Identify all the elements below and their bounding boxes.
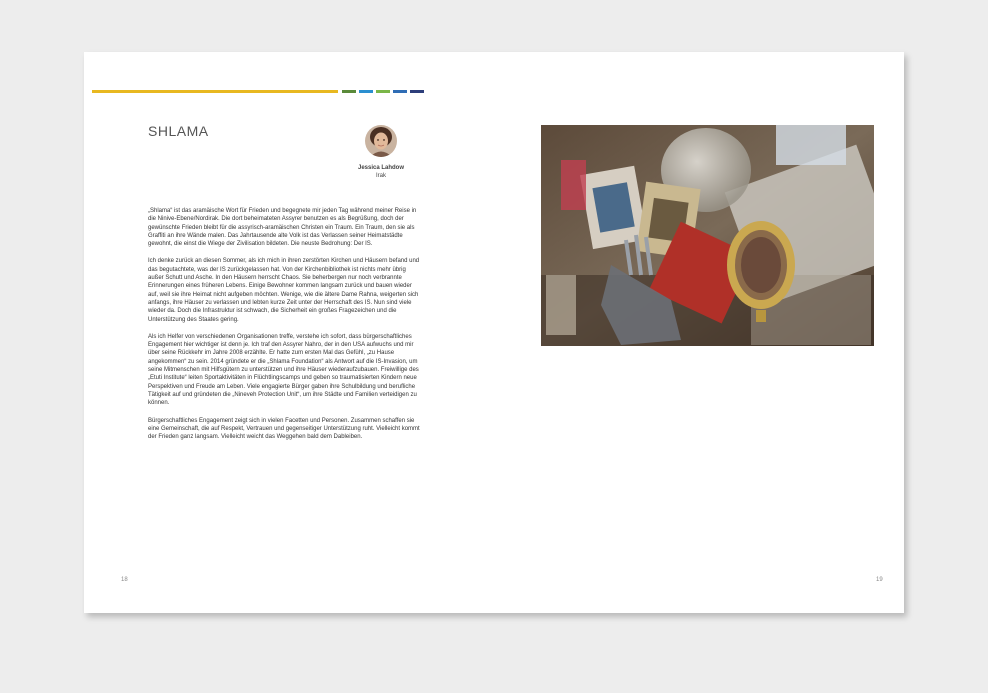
paragraph: Ich denke zurück an diesen Sommer, als ich mich in ihren zerstörten Kirchen und Häusern befand und das begutachtete, was der IS zurückgelassen hat. Von der Kirchenbibliothek ist nichts mehr übrig außer Schutt und Asche. In den Häusern herrscht Chaos. Sie beherbergen nur noch verbrannte Erinnerungen eines früheren Lebens. Einige Bewohner kommen langsam zurück und bauen wieder auf, weil sie ihre Heimat nicht aufgeben möchten. Wenige, wie die ältere Dame Rahna, weigerten sich anfangs, ihre Häuser zu verlassen und lebten kurze Zeit unter der Herrschaft des IS. Nun sind viele wieder da. Doch die Infrastruktur ist schwach, die Sicherheit ein großes Fragezeichen und die Unterstützung des Staates gering. (148, 258, 420, 323)
article-photo (541, 125, 874, 346)
author-country: Irak (375, 173, 386, 179)
header-rule-segment (342, 90, 356, 93)
page-number-left: 18 (121, 577, 128, 583)
paragraph: Als ich Helfer von verschiedenen Organisationen treffe, verstehe ich sofort, dass bürgerschaftliches Engagement hier wichtiger ist denn je. Ich traf den Assyrer Nahro, der in den USA aufwuchs und mir über seine Rückkehr im Jahre 2008 erzählte. Er hatte zum ersten Mal das Gefühl, „zu Hause angekommen“ zu sein. 2014 gründete er die „Shlama Foundation“ als Antwort auf die IS-Invasion, um seine Mitmenschen mit Hilfsgütern zu unterstützen und ihre Häuser wiederaufzubauen. Freiwillige des „Etuti Institute“ leiten Sportaktivitäten in Flüchtlingscamps und geben so traumatisierten Kindern neue Perspektiven und Freude am Leben. Viele engagierte Bürger gaben ihre Schulbildung und berufliche Tätigkeit auf und gründeten die „Nineveh Protection Unit“, um ihre Städte und Familien verteidigen zu können. (148, 333, 419, 407)
header-rule-segment (410, 90, 424, 93)
page-number-right: 19 (876, 577, 883, 583)
article-body (148, 207, 422, 450)
article-title: SHLAMA (148, 123, 209, 139)
paragraph: „Shlama“ ist das aramäische Wort für Frieden und begegnete mir jeden Tag während meiner Reise in die Ninive-Ebene/Nordirak. Die dort beheimateten Assyrer benutzen es als Begrüßung, doch der gewünschte Frieden bleibt für die assyrisch-aramäischen Christen ein Traum. Ein Traum, den sie als Graffiti an ihre Wände malen. Das Jahrtausende alte Volk ist das Verlassen seiner Heimatstädte gewohnt, die einst die Wiege der Zivilisation bildeten. Die neuste Bedrohung: Der IS. (148, 208, 417, 248)
header-rule-segment (359, 90, 373, 93)
header-rule-main (92, 90, 338, 93)
book-spread (84, 52, 904, 613)
author-avatar (365, 125, 397, 157)
header-rule-segment (393, 90, 407, 93)
author-name: Jessica Lahdow (357, 165, 405, 171)
header-rule-segment (376, 90, 390, 93)
paragraph: Bürgerschaftliches Engagement zeigt sich in vielen Facetten und Personen. Zusammen schaffen sie eine Gemeinschaft, die auf Respekt, Vertrauen und gegenseitiger Unterstützung ruht. Vielleicht kommt der Frieden ganz langsam. Vielleicht weicht das Weggehen bald dem Dableiben. (148, 417, 420, 441)
